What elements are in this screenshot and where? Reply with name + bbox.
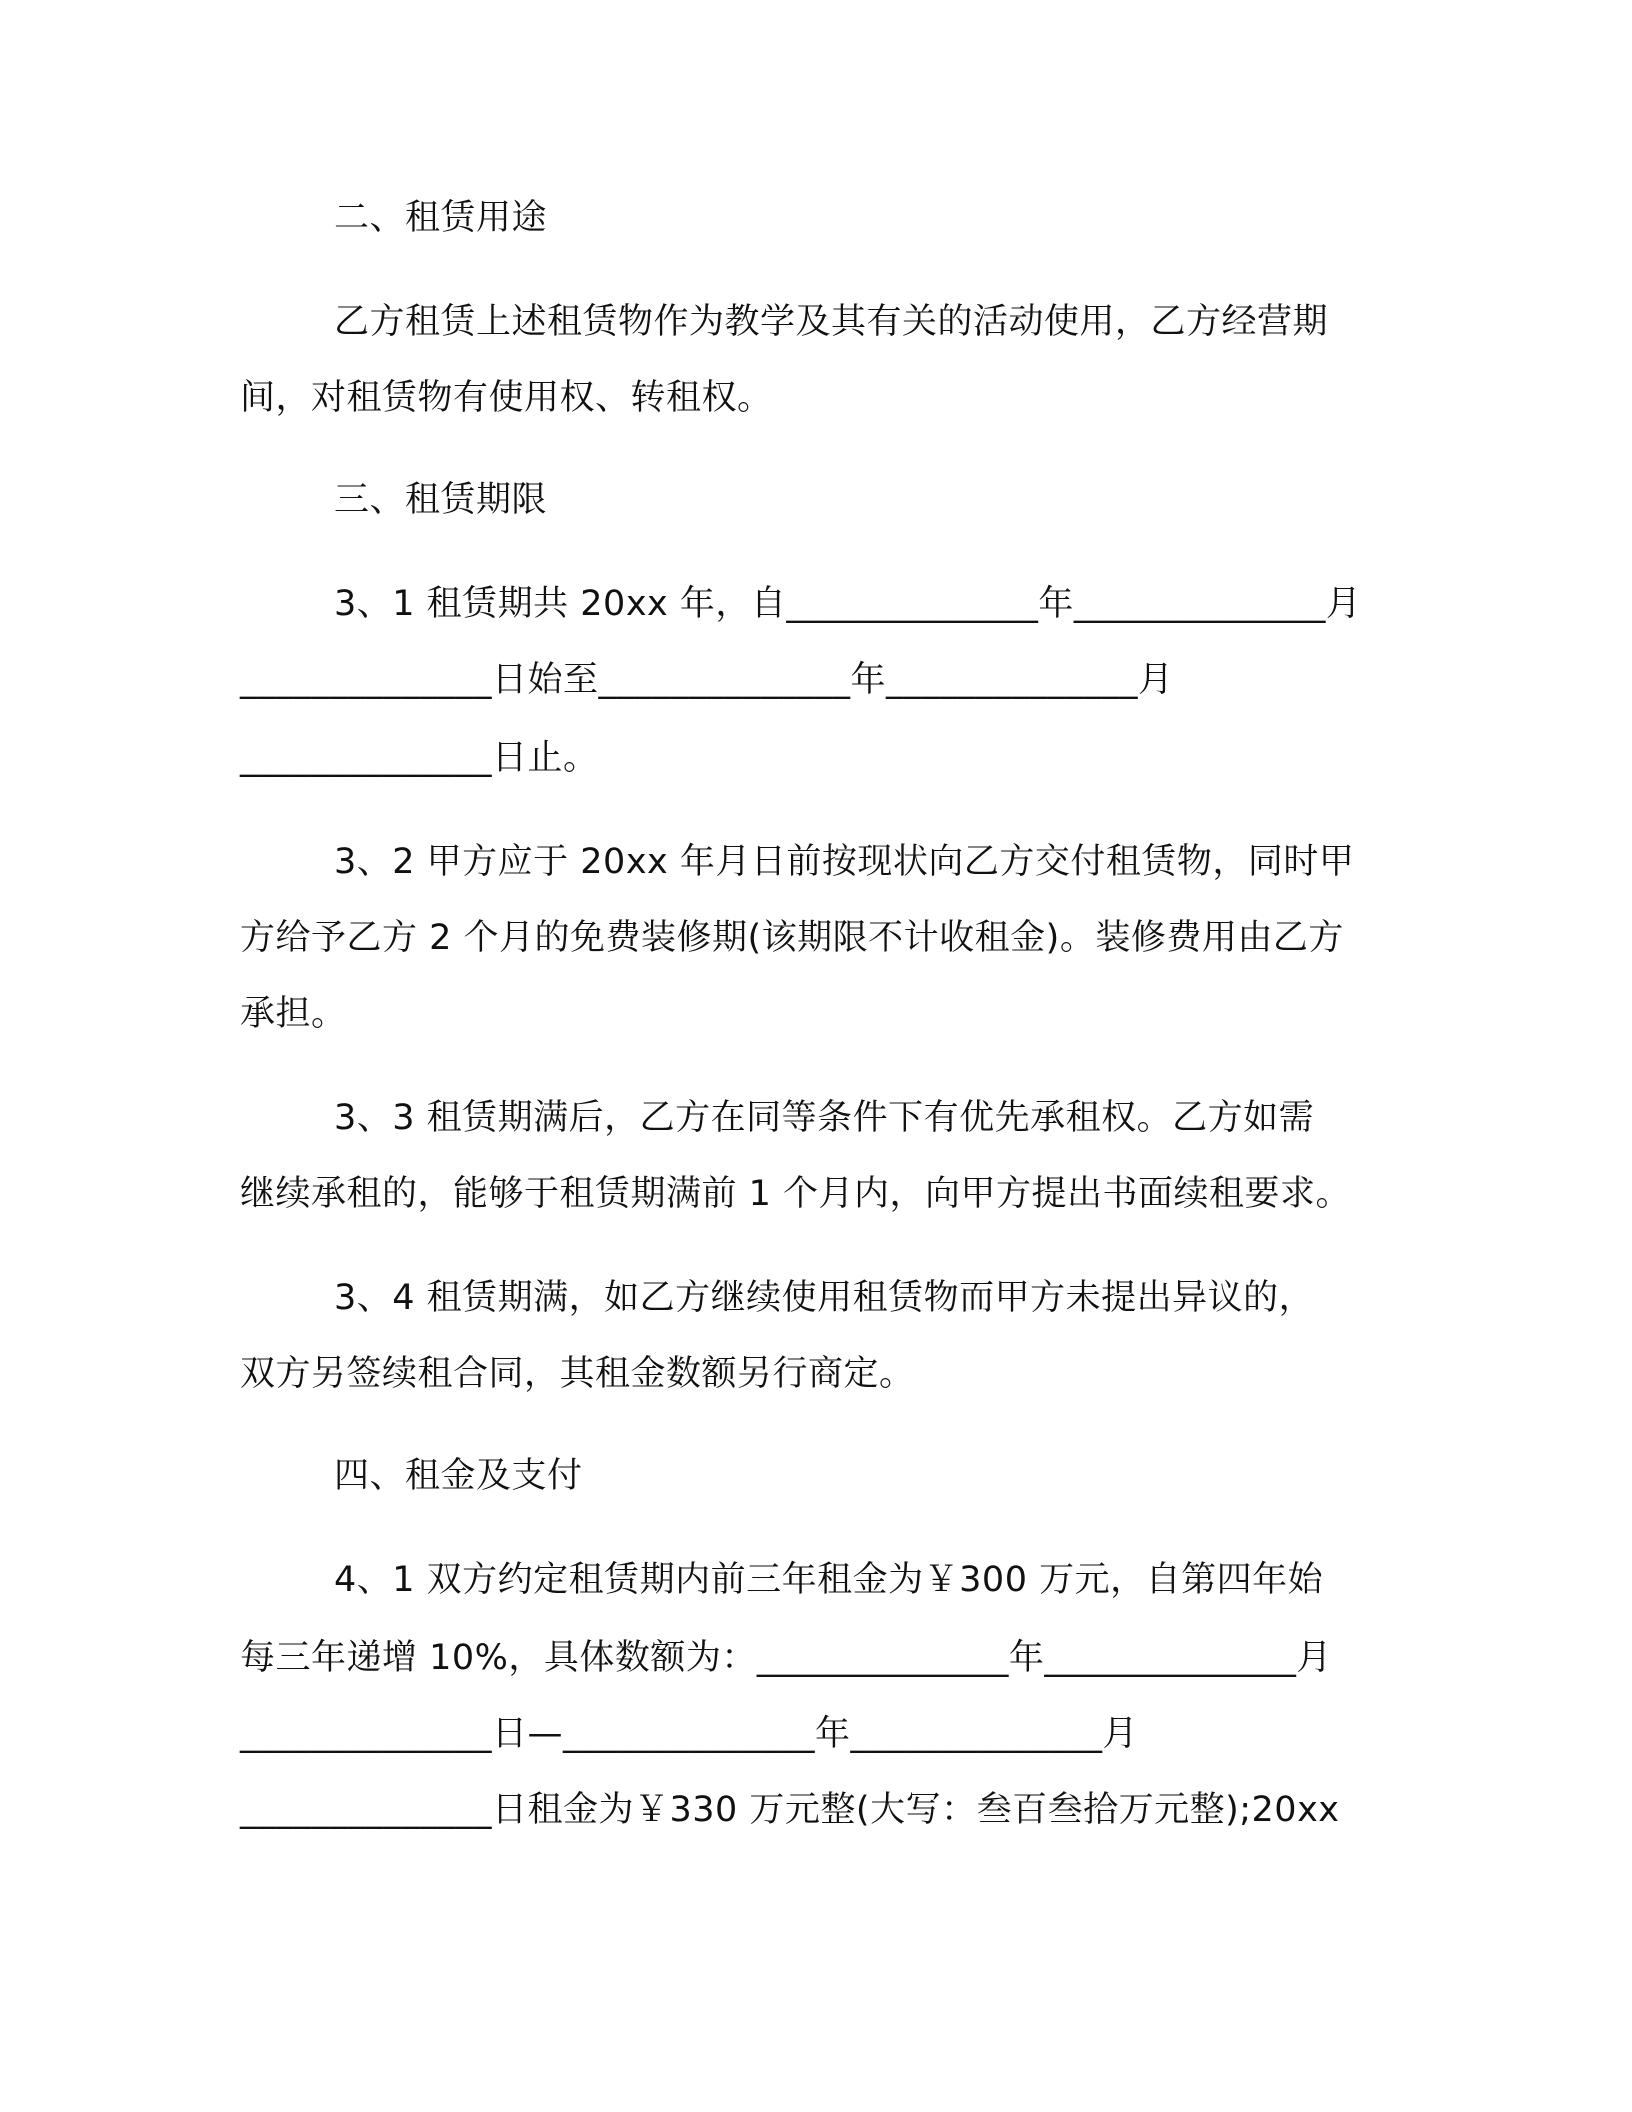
clause-3-4-line: 双方另签续租合同，其租金数额另行商定。 xyxy=(240,1354,915,1394)
clause-3-4-line: 3、4 租赁期满，如乙方继续使用租赁物而甲方未提出异议的， xyxy=(334,1278,1315,1318)
paragraph-line: 间，对租赁物有使用权、转租权。 xyxy=(240,378,773,418)
clause-3-2-line: 承担。 xyxy=(240,994,347,1034)
clause-4-1-line: 4、1 双方约定租赁期内前三年租金为￥300 万元，自第四年始 xyxy=(334,1560,1324,1600)
clause-3-3-line: 3、3 租赁期满后，乙方在同等条件下有优先承租权。乙方如需 xyxy=(334,1098,1315,1138)
section-heading-lease-purpose: 二、租赁用途 xyxy=(334,198,548,238)
section-heading-lease-term: 三、租赁期限 xyxy=(334,480,548,520)
clause-3-2-line: 3、2 甲方应于 20xx 年月日前按现状向乙方交付租赁物，同时甲 xyxy=(334,842,1355,882)
clause-4-1-line: ______________日—______________年______________月 xyxy=(240,1714,1139,1754)
clause-3-2-line: 方给予乙方 2 个月的免费装修期(该期限不计收租金)。装修费用由乙方 xyxy=(240,918,1344,958)
clause-3-1-line: 3、1 租赁期共 20xx 年，自______________年______________月 xyxy=(334,584,1362,624)
clause-3-3-line: 继续承租的，能够于租赁期满前 1 个月内，向甲方提出书面续租要求。 xyxy=(240,1174,1352,1214)
paragraph-line: 乙方租赁上述租赁物作为教学及其有关的活动使用，乙方经营期 xyxy=(334,302,1329,342)
clause-3-1-line: ______________日止。 xyxy=(240,738,599,778)
section-heading-rent-payment: 四、租金及支付 xyxy=(334,1456,583,1496)
clause-3-1-line: ______________日始至______________年______________月 xyxy=(240,660,1174,700)
clause-4-1-line: 每三年递增 10%，具体数额为：______________年______________月 xyxy=(240,1638,1332,1678)
clause-4-1-line: ______________日租金为￥330 万元整(大写：叁百叁拾万元整);20xx xyxy=(240,1790,1340,1830)
